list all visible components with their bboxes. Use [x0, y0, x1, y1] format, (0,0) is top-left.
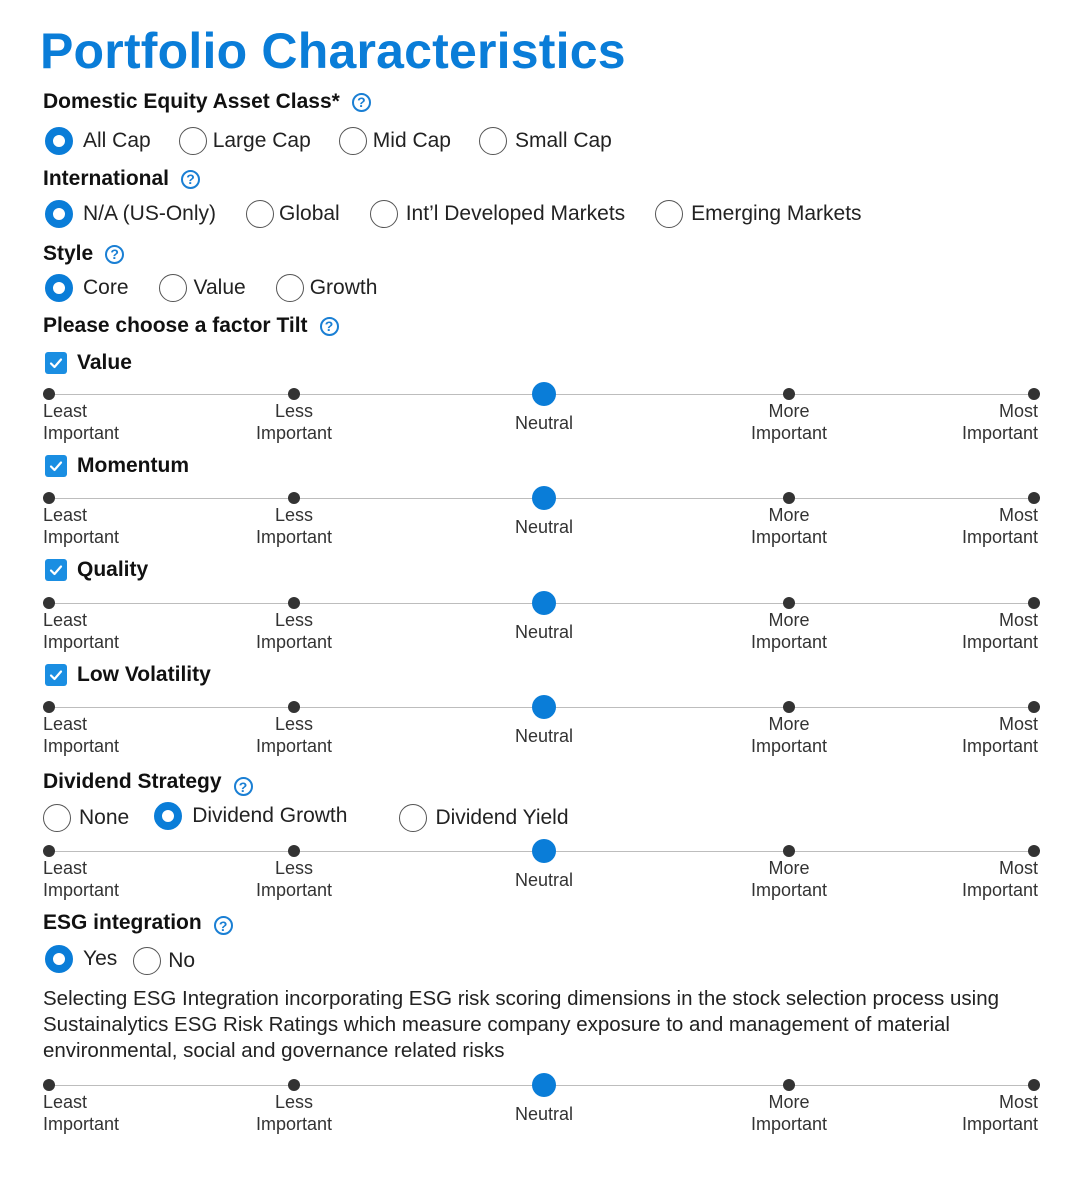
slider-label-neutral — [484, 412, 604, 434]
slider-label-line: Important — [961, 423, 1038, 443]
radio-button[interactable] — [45, 274, 73, 302]
radio-button[interactable] — [246, 200, 274, 228]
radio-none[interactable] — [43, 804, 129, 832]
slider-label-line: Important — [43, 1114, 120, 1134]
international-help-icon[interactable]: ? — [181, 170, 200, 189]
factor-value-slider[interactable] — [43, 394, 1038, 454]
slider-label-more — [729, 1091, 849, 1135]
radio-button[interactable] — [45, 945, 73, 973]
slider-label-line: Less — [274, 505, 314, 525]
slider-label-line: Least — [43, 858, 88, 878]
style-help-icon[interactable]: ? — [105, 245, 124, 264]
dividend-radio-group — [43, 800, 599, 832]
slider-label-line: Least — [43, 1092, 88, 1112]
slider-label-most — [962, 609, 1038, 653]
slider-label-less — [234, 504, 354, 548]
slider-label-line: Important — [750, 1114, 828, 1134]
factor-tilt-heading — [43, 314, 339, 338]
slider-step-least[interactable] — [43, 701, 55, 713]
radio-value[interactable] — [159, 274, 246, 302]
factor-value-checkbox[interactable] — [45, 352, 67, 374]
slider-label-most — [962, 504, 1038, 548]
factor-low-volatility-row — [45, 663, 211, 687]
slider-step-most[interactable] — [1028, 845, 1040, 857]
slider-label-line: Important — [750, 527, 828, 547]
slider-step-most[interactable] — [1028, 597, 1040, 609]
radio-button[interactable] — [159, 274, 187, 302]
slider-label-line: Important — [961, 736, 1038, 756]
slider-step-more[interactable] — [783, 492, 795, 504]
slider-label-line: Important — [43, 880, 120, 900]
radio-core[interactable] — [45, 274, 129, 302]
factor-tilt-help-icon[interactable]: ? — [320, 317, 339, 336]
radio-button[interactable] — [45, 200, 73, 228]
style-heading — [43, 242, 124, 266]
slider-label-least — [43, 400, 119, 444]
radio-label: Small Cap — [514, 129, 612, 152]
slider-label-line: Most — [998, 610, 1038, 630]
radio-intl-developed[interactable] — [370, 200, 625, 228]
slider-step-least[interactable] — [43, 492, 55, 504]
slider-label-line: Important — [43, 632, 120, 652]
slider-thumb[interactable] — [532, 486, 556, 510]
radio-label: No — [168, 949, 196, 972]
radio-button[interactable] — [655, 200, 683, 228]
slider-label-line: Less — [274, 714, 314, 734]
radio-dividend-growth[interactable] — [154, 802, 347, 830]
factor-low-volatility-label: Low Volatility — [77, 663, 211, 686]
slider-step-less[interactable] — [288, 492, 300, 504]
radio-mid-cap[interactable] — [339, 127, 451, 155]
radio-large-cap[interactable] — [179, 127, 311, 155]
slider-step-less[interactable] — [288, 597, 300, 609]
slider-label-more — [729, 857, 849, 901]
esg-slider[interactable] — [43, 1085, 1038, 1145]
radio-label: Global — [279, 202, 340, 225]
slider-label-less — [234, 400, 354, 444]
slider-label-most — [962, 1091, 1038, 1135]
checkmark-icon — [49, 459, 63, 473]
slider-step-most[interactable] — [1028, 1079, 1040, 1091]
style-label: Style — [43, 242, 94, 265]
slider-label-line: Least — [43, 610, 88, 630]
slider-label-line: More — [768, 1092, 810, 1112]
checkmark-icon — [49, 356, 63, 370]
dividend-slider[interactable] — [43, 851, 1038, 911]
radio-label: Dividend Yield — [435, 806, 569, 829]
esg-label: ESG integration — [43, 910, 202, 934]
radio-label: Mid Cap — [372, 129, 451, 152]
slider-step-less[interactable] — [288, 388, 300, 400]
slider-label-more — [729, 400, 849, 444]
slider-label-line: Less — [274, 401, 314, 421]
checkmark-icon — [49, 563, 63, 577]
factor-momentum-checkbox[interactable] — [45, 455, 67, 477]
slider-label-neutral — [484, 869, 604, 891]
slider-step-most[interactable] — [1028, 492, 1040, 504]
slider-label-line: More — [768, 401, 810, 421]
radio-label: None — [79, 806, 130, 829]
slider-label-neutral — [484, 725, 604, 747]
slider-label-line: Most — [998, 1092, 1038, 1112]
slider-label-least — [43, 857, 119, 901]
radio-global[interactable] — [246, 200, 340, 228]
radio-button[interactable] — [154, 802, 182, 830]
radio-button[interactable] — [43, 804, 71, 832]
slider-step-least[interactable] — [43, 388, 55, 400]
slider-step-least[interactable] — [43, 1079, 55, 1091]
slider-label-line: Less — [274, 858, 314, 878]
factor-value-label: Value — [77, 351, 132, 374]
slider-label-line: Important — [43, 527, 120, 547]
slider-label-line: Most — [998, 401, 1038, 421]
slider-label-line: Important — [961, 527, 1038, 547]
slider-label-less — [234, 713, 354, 757]
slider-label-line: Important — [255, 527, 333, 547]
checkmark-icon — [49, 668, 63, 682]
slider-thumb[interactable] — [532, 695, 556, 719]
slider-label-line: Most — [998, 714, 1038, 734]
international-label: International — [43, 167, 170, 190]
slider-label-neutral — [484, 621, 604, 643]
slider-label-line: Important — [750, 736, 828, 756]
slider-label-line: Important — [255, 632, 333, 652]
asset-class-label: Domestic Equity Asset Class* — [43, 90, 340, 113]
international-heading — [43, 167, 200, 191]
radio-yes[interactable] — [45, 945, 117, 973]
slider-label-least — [43, 609, 119, 653]
slider-label-line: Important — [961, 632, 1038, 652]
slider-step-less[interactable] — [288, 1079, 300, 1091]
slider-label-least — [43, 1091, 119, 1135]
radio-no[interactable] — [133, 947, 195, 975]
radio-dividend-yield[interactable] — [399, 804, 568, 832]
slider-label-less — [234, 857, 354, 901]
slider-label-line: More — [768, 505, 810, 525]
slider-label-more — [729, 609, 849, 653]
slider-thumb[interactable] — [532, 839, 556, 863]
radio-label: Value — [193, 276, 246, 299]
factor-quality-slider[interactable] — [43, 603, 1038, 663]
slider-label-less — [234, 609, 354, 653]
slider-step-more[interactable] — [783, 701, 795, 713]
radio-us-only[interactable] — [45, 200, 216, 228]
slider-step-less[interactable] — [288, 845, 300, 857]
slider-label-most — [962, 713, 1038, 757]
radio-label: Int’l Developed Markets — [405, 202, 626, 225]
slider-step-less[interactable] — [288, 701, 300, 713]
factor-tilt-label: Please choose a factor Tilt — [43, 314, 308, 337]
international-radio-group — [45, 200, 892, 228]
slider-label-line: Important — [255, 423, 333, 443]
slider-step-more[interactable] — [783, 597, 795, 609]
asset-class-heading — [43, 90, 371, 114]
slider-step-more[interactable] — [783, 388, 795, 400]
slider-step-least[interactable] — [43, 845, 55, 857]
radio-small-cap[interactable] — [479, 127, 612, 155]
asset-class-help-icon[interactable]: ? — [352, 93, 371, 112]
radio-button[interactable] — [276, 274, 304, 302]
radio-label: N/A (US-Only) — [83, 202, 217, 225]
slider-label-line: Less — [274, 610, 314, 630]
slider-label-line: Least — [43, 714, 88, 734]
slider-label-line: Important — [255, 880, 333, 900]
radio-button[interactable] — [479, 127, 507, 155]
slider-label-more — [729, 504, 849, 548]
slider-label-line: Important — [750, 880, 828, 900]
slider-label-most — [962, 400, 1038, 444]
slider-label-line: Important — [750, 632, 828, 652]
slider-label-line: Most — [998, 505, 1038, 525]
slider-label-line: Least — [43, 401, 88, 421]
slider-label-least — [43, 713, 119, 757]
slider-step-more[interactable] — [783, 1079, 795, 1091]
slider-thumb[interactable] — [532, 591, 556, 615]
slider-label-line: More — [768, 610, 810, 630]
radio-growth[interactable] — [276, 274, 378, 302]
slider-label-neutral — [484, 516, 604, 538]
slider-thumb[interactable] — [532, 1073, 556, 1097]
factor-momentum-row — [45, 454, 189, 478]
slider-step-more[interactable] — [783, 845, 795, 857]
radio-all-cap[interactable] — [45, 127, 151, 155]
slider-label-line: Neutral — [514, 726, 574, 746]
slider-label-line: Important — [43, 736, 120, 756]
esg-description: Selecting ESG Integration incorporating ESG risk scoring dimensions in the stock selection process using Sustainalytics ESG Risk Ratings which measure company exposure to and management of material environmental, social and governance related risks — [43, 987, 1000, 1062]
slider-label-line: More — [768, 858, 810, 878]
slider-label-line: Important — [255, 1114, 333, 1134]
slider-label-more — [729, 713, 849, 757]
slider-label-line: Important — [961, 880, 1038, 900]
factor-momentum-label: Momentum — [77, 454, 189, 477]
radio-label: Yes — [83, 947, 118, 970]
radio-button[interactable] — [370, 200, 398, 228]
esg-radio-group — [45, 943, 225, 975]
slider-label-line: Important — [750, 423, 828, 443]
slider-step-most[interactable] — [1028, 701, 1040, 713]
slider-label-line: Neutral — [514, 622, 574, 642]
dividend-label: Dividend Strategy — [43, 769, 222, 793]
esg-heading — [43, 910, 233, 935]
slider-label-line: Important — [43, 423, 120, 443]
slider-label-line: More — [768, 714, 810, 734]
slider-label-line: Neutral — [514, 1104, 574, 1124]
slider-label-line: Most — [998, 858, 1038, 878]
asset-class-radio-group — [45, 127, 642, 155]
slider-label-line: Neutral — [514, 517, 574, 537]
factor-momentum-slider[interactable] — [43, 498, 1038, 558]
page-title: Portfolio Characteristics — [40, 23, 626, 79]
factor-low-volatility-slider[interactable] — [43, 707, 1038, 767]
factor-quality-label: Quality — [77, 558, 149, 581]
factor-value-row — [45, 351, 132, 375]
factor-quality-checkbox[interactable] — [45, 559, 67, 581]
slider-label-most — [962, 857, 1038, 901]
radio-label: Large Cap — [212, 129, 311, 152]
esg-help-icon[interactable]: ? — [214, 916, 233, 935]
radio-label: Core — [83, 276, 129, 299]
slider-label-less — [234, 1091, 354, 1135]
radio-button[interactable] — [399, 804, 427, 832]
radio-label: Emerging Markets — [691, 202, 862, 225]
radio-button[interactable] — [179, 127, 207, 155]
radio-button[interactable] — [339, 127, 367, 155]
slider-label-line: Neutral — [514, 870, 574, 890]
dividend-heading — [43, 767, 253, 796]
radio-label: Growth — [309, 276, 378, 299]
factor-low-volatility-checkbox[interactable] — [45, 664, 67, 686]
slider-label-line: Neutral — [514, 413, 574, 433]
slider-thumb[interactable] — [532, 382, 556, 406]
slider-label-line: Less — [274, 1092, 314, 1112]
slider-label-neutral — [484, 1103, 604, 1125]
radio-button[interactable] — [45, 127, 73, 155]
factor-quality-row — [45, 558, 148, 582]
radio-label: All Cap — [83, 129, 151, 152]
slider-step-least[interactable] — [43, 597, 55, 609]
style-radio-group — [45, 274, 407, 302]
radio-emerging-markets[interactable] — [655, 200, 861, 228]
slider-label-line: Least — [43, 505, 88, 525]
slider-label-line: Important — [255, 736, 333, 756]
slider-step-most[interactable] — [1028, 388, 1040, 400]
radio-label: Dividend Growth — [192, 804, 348, 827]
slider-label-least — [43, 504, 119, 548]
slider-label-line: Important — [961, 1114, 1038, 1134]
radio-button[interactable] — [133, 947, 161, 975]
dividend-help-icon[interactable]: ? — [234, 777, 253, 796]
